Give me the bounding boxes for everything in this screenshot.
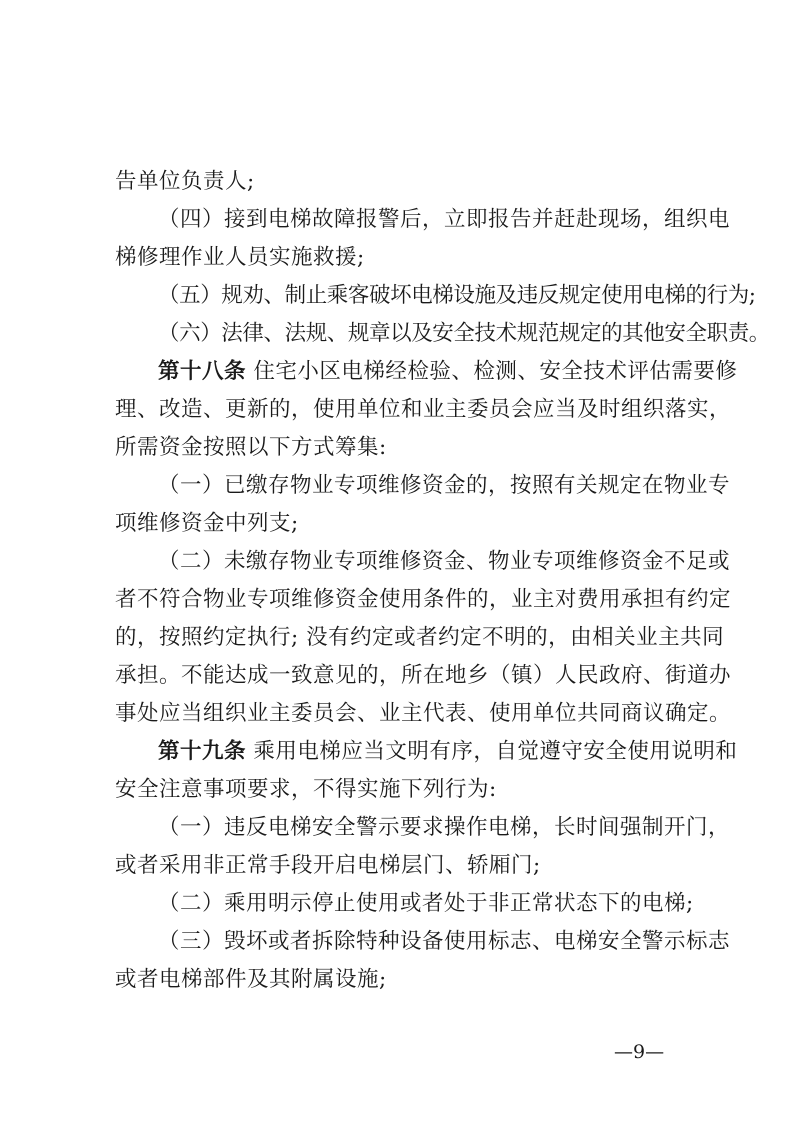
list-item-two: （二）未缴存物业专项维修资金、物业专项维修资金不足或	[158, 549, 731, 574]
text-line: 安全注意事项要求，不得实施下列行为:	[115, 777, 497, 802]
text-line: 承担。不能达成一致意见的，所在地乡（镇）人民政府、街道办	[115, 663, 732, 688]
text-line: 所需资金按照以下方式筹集:	[115, 435, 387, 460]
article-eighteen: 第十八条 住宅小区电梯经检验、检测、安全技术评估需要修	[158, 359, 738, 384]
article-heading: 第十八条	[158, 359, 247, 384]
text-line: 或者电梯部件及其附属设施;	[115, 967, 387, 992]
list-item-two: （二）乘用明示停止使用或者处于非正常状态下的电梯;	[158, 891, 694, 916]
list-item-four: （四）接到电梯故障报警后，立即报告并赶赴现场，组织电	[158, 207, 731, 232]
list-item-one: （一）已缴存物业专项维修资金的，按照有关规定在物业专	[158, 473, 731, 498]
list-item-one: （一）违反电梯安全警示要求操作电梯，长时间强制开门，	[158, 815, 731, 840]
list-item-six: （六）法律、法规、规章以及安全技术规范规定的其他安全职责。	[158, 321, 770, 346]
text-line: 梯修理作业人员实施救援;	[115, 245, 365, 270]
text-line: 项维修资金中列支;	[115, 511, 299, 536]
text-line: 者不符合物业专项维修资金使用条件的，业主对费用承担有约定	[115, 587, 732, 612]
text-line: 告单位负责人;	[115, 169, 255, 194]
article-heading: 第十九条	[158, 739, 247, 764]
article-nineteen: 第十九条 乘用电梯应当文明有序，自觉遵守安全使用说明和	[158, 739, 738, 764]
text-line: 事处应当组织业主委员会、业主代表、使用单位共同商议确定。	[115, 701, 732, 726]
text-line: 理、改造、更新的，使用单位和业主委员会应当及时组织落实，	[115, 397, 732, 422]
page-number: —9—	[614, 1041, 665, 1063]
text-line: 或者采用非正常手段开启电梯层门、轿厢门;	[115, 853, 541, 878]
list-item-three: （三）毁坏或者拆除特种设备使用标志、电梯安全警示标志	[158, 929, 731, 954]
text-line: 的，按照约定执行; 没有约定或者约定不明的，由相关业主共同	[115, 625, 725, 650]
list-item-five: （五）规劝、制止乘客破坏电梯设施及违反规定使用电梯的行为;	[158, 283, 756, 308]
